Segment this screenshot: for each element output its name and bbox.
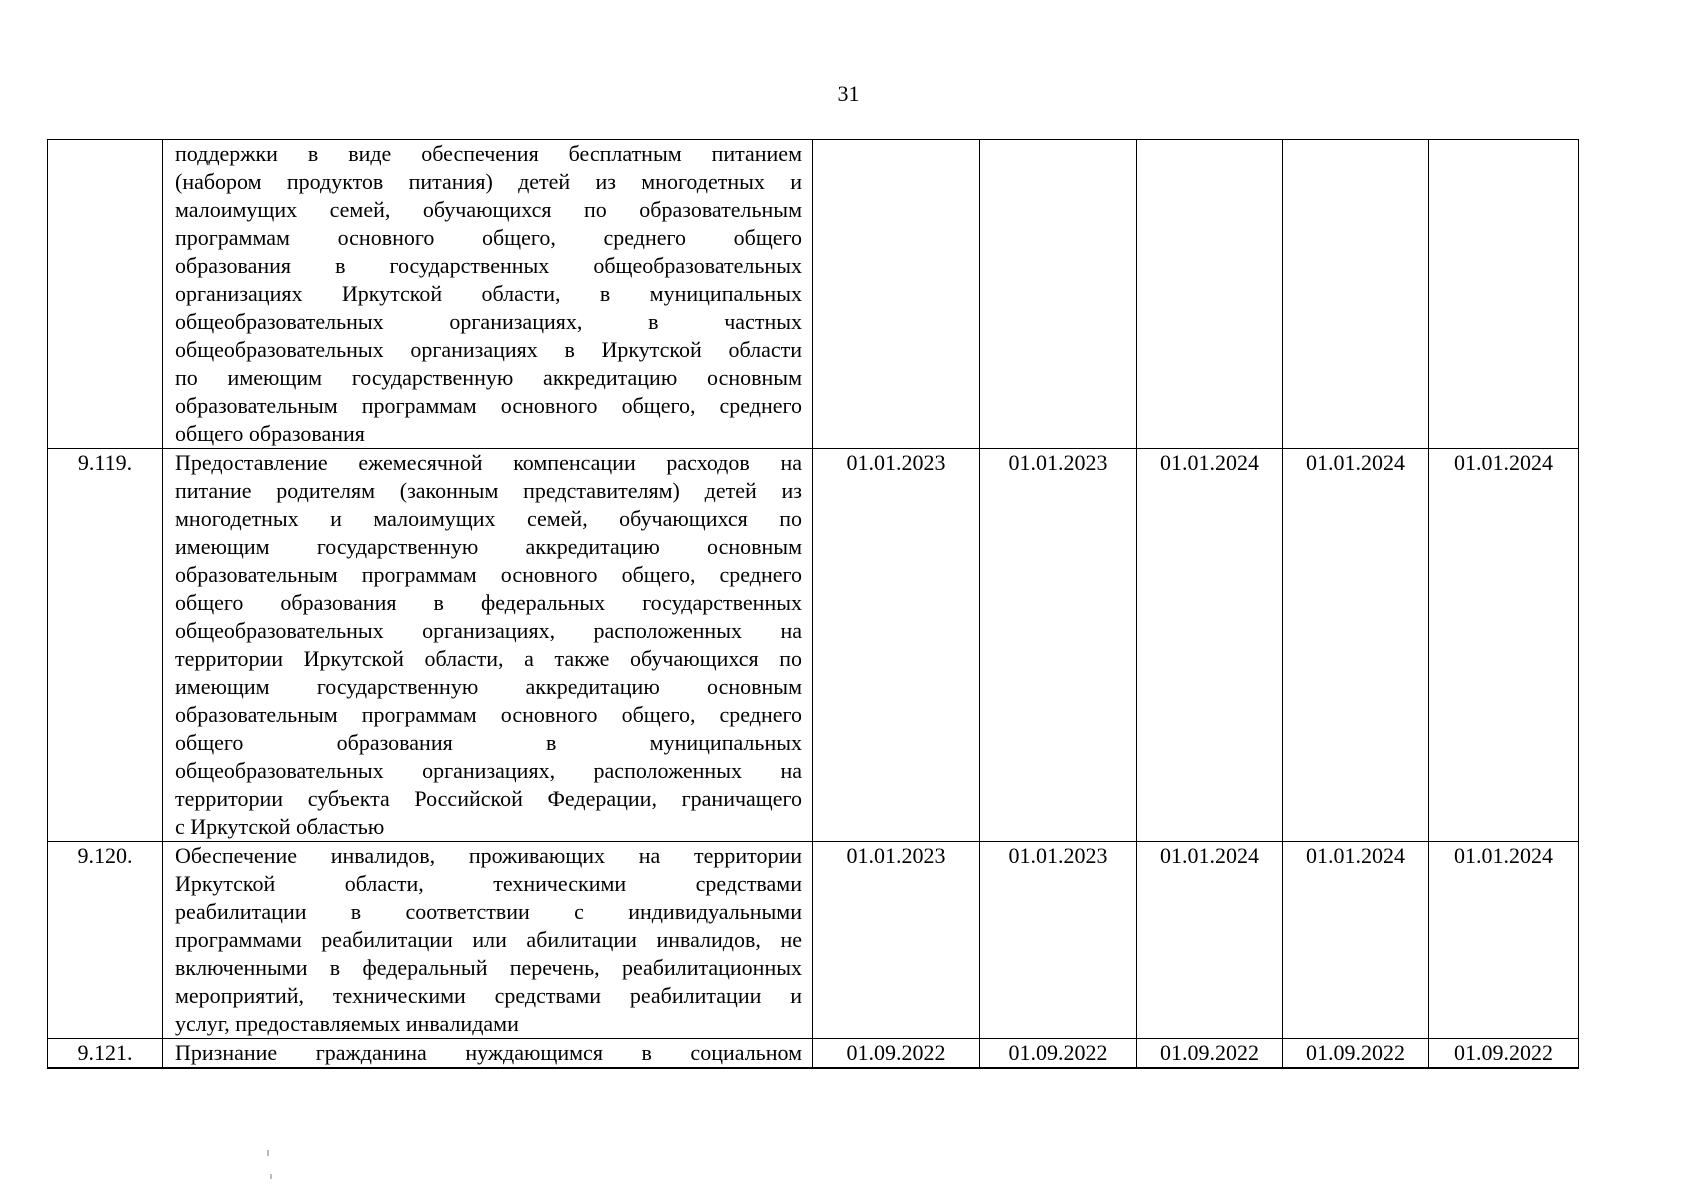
description-line: мероприятий, техническими средствами реабилитации и [175, 983, 802, 1008]
row-description [163, 449, 813, 842]
description-line: общеобразовательных организациях в Иркутской области [175, 337, 802, 362]
description-line: образовательным программам основного общего, среднего [175, 702, 802, 727]
table-row [48, 842, 1579, 1039]
description-line: общего образования [175, 421, 365, 446]
date-cell-1: 01.09.2022 [813, 1039, 980, 1069]
row-number: 9.119. [48, 449, 163, 842]
description-line: Иркутской области, техническими средствами [175, 871, 802, 896]
date-cell-2: 01.09.2022 [980, 1039, 1137, 1069]
description-line: образования в государственных общеобразовательных [175, 253, 802, 278]
description-line: малоимущих семей, обучающихся по образовательным [175, 197, 802, 222]
description-line: образовательным программам основного общего, среднего [175, 562, 802, 587]
description-line: Предоставление ежемесячной компенсации расходов на [175, 450, 802, 475]
description-line: территории Иркутской области, а также обучающихся по [175, 646, 802, 671]
date-cell-1: 01.01.2023 [813, 842, 980, 1039]
description-line: территории субъекта Российской Федерации, граничащего [175, 786, 802, 811]
description-line: реабилитации в соответствии с индивидуальными [175, 899, 802, 924]
date-cell-4: 01.01.2024 [1283, 449, 1429, 842]
description-line: включенными в федеральный перечень, реабилитационных [175, 955, 802, 980]
description-line: общего образования в муниципальных [175, 730, 802, 755]
description-line: с Иркутской областью [175, 814, 385, 839]
description-line: имеющим государственную аккредитацию основным [175, 534, 802, 559]
date-cell-3: 01.01.2024 [1137, 842, 1283, 1039]
description-line: поддержки в виде обеспечения бесплатным питанием [175, 141, 802, 166]
row-description [163, 140, 813, 449]
page-number: 31 [837, 81, 860, 106]
row-number: 9.120. [48, 842, 163, 1039]
description-line: Признание гражданина нуждающимся в социальном [175, 1040, 802, 1065]
table-row [48, 140, 1579, 449]
description-line: организациях Иркутской области, в муниципальных [175, 281, 802, 306]
table-row [48, 449, 1579, 842]
description-line: общеобразовательных организациях, расположенных на [175, 618, 802, 643]
description-line: общеобразовательных организациях, в частных [175, 309, 802, 334]
date-cell-5: 01.01.2024 [1429, 842, 1579, 1039]
date-cell-1 [813, 140, 980, 449]
date-cell-4: 01.09.2022 [1283, 1039, 1429, 1069]
date-cell-3 [1137, 140, 1283, 449]
description-line: общего образования в федеральных государственных [175, 590, 802, 615]
description-line: питание родителям (законным представителям) детей из [175, 478, 802, 503]
description-line: многодетных и малоимущих семей, обучающихся по [175, 506, 802, 531]
description-line: программами реабилитации или абилитации инвалидов, не [175, 927, 802, 952]
description-line: услуг, предоставляемых инвалидами [175, 1011, 519, 1036]
row-description [163, 842, 813, 1039]
row-number [48, 140, 163, 449]
date-cell-2: 01.01.2023 [980, 842, 1137, 1039]
date-cell-3: 01.09.2022 [1137, 1039, 1283, 1069]
date-cell-2: 01.01.2023 [980, 449, 1137, 842]
row-number: 9.121. [48, 1039, 163, 1069]
date-cell-1: 01.01.2023 [813, 449, 980, 842]
description-line: общеобразовательных организациях, расположенных на [175, 758, 802, 783]
description-line: (набором продуктов питания) детей из многодетных и [175, 169, 802, 194]
description-line: программам основного общего, среднего общего [175, 225, 802, 250]
description-line: имеющим государственную аккредитацию основным [175, 674, 802, 699]
description-line: по имеющим государственную аккредитацию основным [175, 365, 802, 390]
table-row [48, 1039, 1579, 1069]
description-line: Обеспечение инвалидов, проживающих на территории [175, 843, 802, 868]
scan-artifact [267, 1150, 269, 1156]
document-table [47, 139, 1579, 1069]
date-cell-2 [980, 140, 1137, 449]
date-cell-5 [1429, 140, 1579, 449]
date-cell-5: 01.09.2022 [1429, 1039, 1579, 1069]
date-cell-4 [1283, 140, 1429, 449]
date-cell-5: 01.01.2024 [1429, 449, 1579, 842]
date-cell-4: 01.01.2024 [1283, 842, 1429, 1039]
scan-artifact [270, 1174, 272, 1179]
description-line: образовательным программам основного общего, среднего [175, 393, 802, 418]
row-description [163, 1039, 813, 1069]
date-cell-3: 01.01.2024 [1137, 449, 1283, 842]
